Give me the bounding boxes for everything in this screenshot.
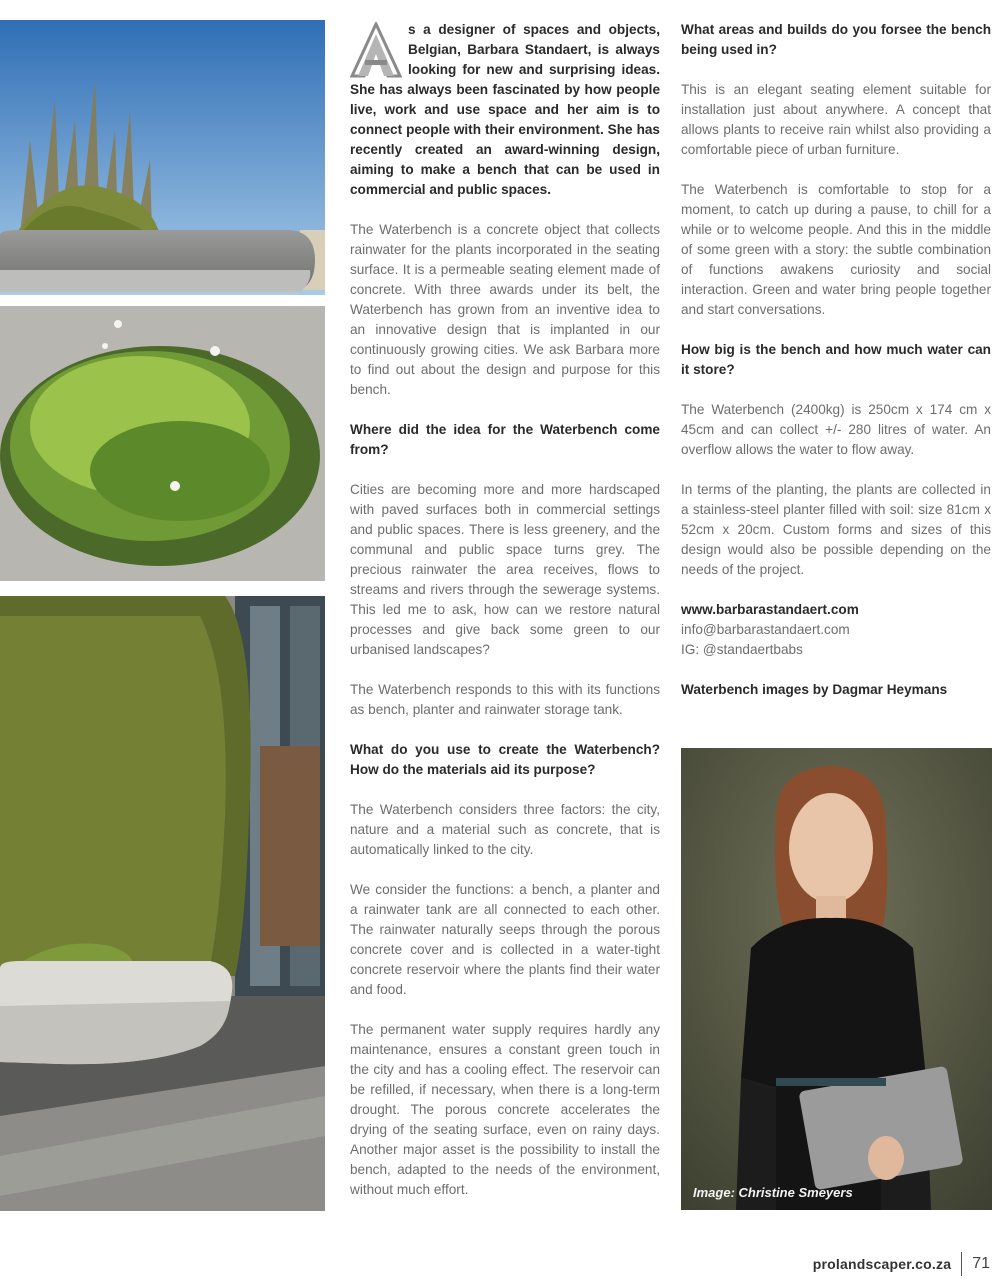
- photo-credit: [681, 680, 991, 700]
- question-heading: What areas and builds do you forsee the bench being used in?: [681, 22, 991, 57]
- footer-site-name: prolandscaper.co.za: [812, 1256, 952, 1272]
- website-link[interactable]: www.barbarastandaert.com: [681, 602, 859, 617]
- dropcap-a-icon: [350, 22, 402, 78]
- question-heading: What do you use to create the Waterbench? How do the materials aid its purpose?: [350, 742, 660, 777]
- article-paragraph: In terms of the planting, the plants are collected in a stainless-steel planter filled with soil: size 81cm x 52cm x 20cm. Custom forms and sizes of this design would also be possible depending on the needs of the project.: [681, 482, 991, 577]
- photo-bench-hedge: [0, 596, 325, 1211]
- article-paragraph: The Waterbench considers three factors: the city, nature and a material such as concrete, that is automatically linked to the city.: [350, 802, 660, 857]
- portrait-photo: [681, 748, 992, 1210]
- article-paragraph: The Waterbench is a concrete object that collects rainwater for the plants incorporated in the seating surface. It is a permeable seating element made of concrete. With three awards under its belt, the Waterbench has grown from an inventive idea to an innovative design that is implanted in our continuously growing cities. We ask Barbara more to find out about the design and purpose for this bench.: [350, 222, 660, 397]
- article-column-middle: [350, 20, 660, 1220]
- article-paragraph: This is an elegant seating element suitable for installation just about anywhere. A concept that allows plants to receive rain whilst also providing a comfortable piece of urban furniture.: [681, 82, 991, 157]
- article-lead: s a designer of spaces and objects, Belgian, Barbara Standaert, is always looking for new and surprising ideas. She has always been fascinated by how people live, work and use space and her aim is to connect people with their environment. She has recently created an award-winning design, aiming to make a bench that can be used in commercial and public spaces.: [350, 22, 660, 197]
- page-footer: [813, 1252, 990, 1276]
- article-paragraph: The permanent water supply requires hardly any maintenance, ensures a constant green touch in the city and has a cooling effect. The reservoir can be refilled, if necessary, when there is a long-term drought. The porous concrete accelerates the drying of the seating surface, even on rainy days. Another major asset is the possibility to install the bench, adapted to the needs of the environment, without much effort.: [350, 1022, 660, 1197]
- article-paragraph: We consider the functions: a bench, a planter and a rainwater tank are all connected to each other. The rainwater naturally seeps through the porous concrete cover and is collected in a water-tight concrete reservoir where the plants find their water and food.: [350, 882, 660, 997]
- question-heading: Where did the idea for the Waterbench come from?: [350, 422, 660, 457]
- article-paragraph: The Waterbench responds to this with its functions as bench, planter and rainwater storage tank.: [350, 682, 660, 717]
- portrait-caption: Image: Christine Smeyers: [693, 1185, 853, 1200]
- page-number: 71: [972, 1255, 990, 1272]
- contact-block: [681, 600, 991, 660]
- article-column-right: [681, 20, 991, 720]
- article-paragraph: Cities are becoming more and more hardscaped with paved surfaces both in commercial settings and public spaces. There is less greenery, and the communal and public space turns grey. The precious rainwater the area receives, flows to streams and rivers through the sewerage systems. This led me to ask, how can we restore natural processes and give back some green to our urbanised landscapes?: [350, 482, 660, 657]
- footer-divider: [961, 1252, 962, 1276]
- photo-bench-sky: [0, 20, 325, 295]
- question-heading: How big is the bench and how much water can it store?: [681, 342, 991, 377]
- photo-plants-closeup: [0, 306, 325, 581]
- email-text: info@barbarastandaert.com: [681, 622, 850, 637]
- article-paragraph: The Waterbench (2400kg) is 250cm x 174 cm x 45cm and can collect +/- 280 litres of water. An overflow allows the water to flow away.: [681, 402, 991, 457]
- article-paragraph: The Waterbench is comfortable to stop for a moment, to catch up during a pause, to chill for a while or to welcome people. And this in the middle of some green with a story: the subtle combination of functions awakens curiosity and social interaction. Green and water bring people together and start conversations.: [681, 182, 991, 317]
- photo-credit-text: Waterbench images by Dagmar Heymans: [681, 682, 948, 697]
- instagram-text: IG: @standaertbabs: [681, 642, 803, 657]
